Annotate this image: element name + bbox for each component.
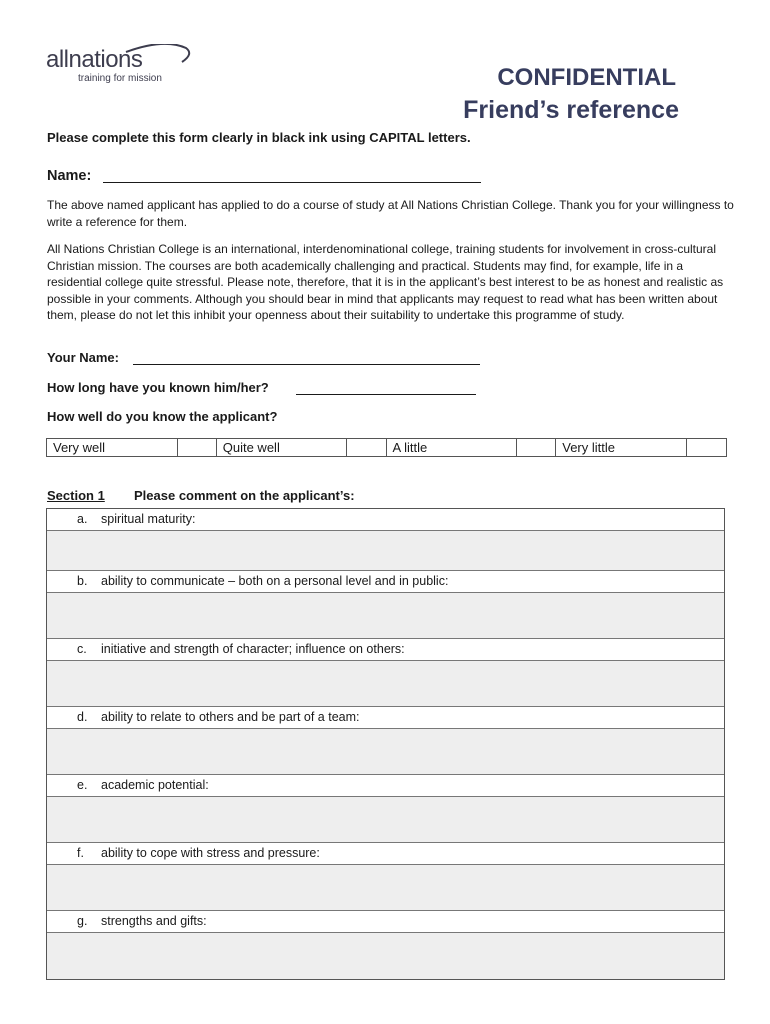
instructions: Please complete this form clearly in black ink using CAPITAL letters. xyxy=(47,130,471,145)
rating-option-label: Very little xyxy=(556,439,687,456)
rating-option-label: Very well xyxy=(47,439,178,456)
your-name-field[interactable] xyxy=(133,364,480,365)
question-label: b. ability to communicate – both on a personal level and in public: xyxy=(47,571,724,593)
logo-wordmark: allnations xyxy=(46,46,143,73)
rating-option-label: A little xyxy=(387,439,518,456)
allnations-logo xyxy=(46,44,196,88)
comment-field-teamwork[interactable] xyxy=(47,729,724,775)
how-long-field[interactable] xyxy=(296,394,476,395)
rating-checkbox-very-well[interactable] xyxy=(178,439,217,456)
section-number: Section 1 xyxy=(47,488,105,503)
rating-checkbox-quite-well[interactable] xyxy=(347,439,386,456)
name-field[interactable] xyxy=(103,182,481,183)
comments-table xyxy=(46,508,725,980)
rating-checkbox-very-little[interactable] xyxy=(687,439,726,456)
question-label: e. academic potential: xyxy=(47,775,724,797)
rating-option-label: Quite well xyxy=(217,439,348,456)
question-label: c. initiative and strength of character; influence on others: xyxy=(47,639,724,661)
confidential-heading: CONFIDENTIAL xyxy=(497,64,676,91)
intro-paragraph: The above named applicant has applied to do a course of study at All Nations Christian College. Thank you for your willingness to write a reference for them. xyxy=(47,198,734,229)
how-long-label: How long have you known him/her? xyxy=(47,380,269,395)
question-label: d. ability to relate to others and be part of a team: xyxy=(47,707,724,729)
question-label: g. strengths and gifts: xyxy=(47,911,724,933)
comment-field-character[interactable] xyxy=(47,661,724,707)
your-name-label: Your Name: xyxy=(47,350,119,365)
comment-field-academic[interactable] xyxy=(47,797,724,843)
comment-field-strengths[interactable] xyxy=(47,933,724,979)
comment-field-communication[interactable] xyxy=(47,593,724,639)
form-title: Friend’s reference xyxy=(463,96,679,124)
logo-tagline: training for mission xyxy=(78,73,162,84)
rating-checkbox-a-little[interactable] xyxy=(517,439,556,456)
acquaintance-rating-table xyxy=(46,438,727,457)
comment-field-stress[interactable] xyxy=(47,865,724,911)
how-well-label: How well do you know the applicant? xyxy=(47,409,278,424)
college-paragraph: All Nations Christian College is an international, interdenominational college, training students for involvement in cross-cultural Christian mission. The courses are both academically challenging and practical. Students may find, for example, life in a residential college quite stressful. Please note, therefore, that it is in the applicant’s best interest to be as honest and realistic as possible in your comments. Although you should bear in mind that applicants may request to read what has been written about them, please do not let this inhibit your openness about their suitability to undertake this programme of study. xyxy=(47,242,724,322)
question-label: a. spiritual maturity: xyxy=(47,509,724,531)
name-label: Name: xyxy=(47,168,92,184)
comment-field-spiritual-maturity[interactable] xyxy=(47,531,724,571)
question-label: f. ability to cope with stress and pressure: xyxy=(47,843,724,865)
section-title: Please comment on the applicant’s: xyxy=(134,488,355,503)
